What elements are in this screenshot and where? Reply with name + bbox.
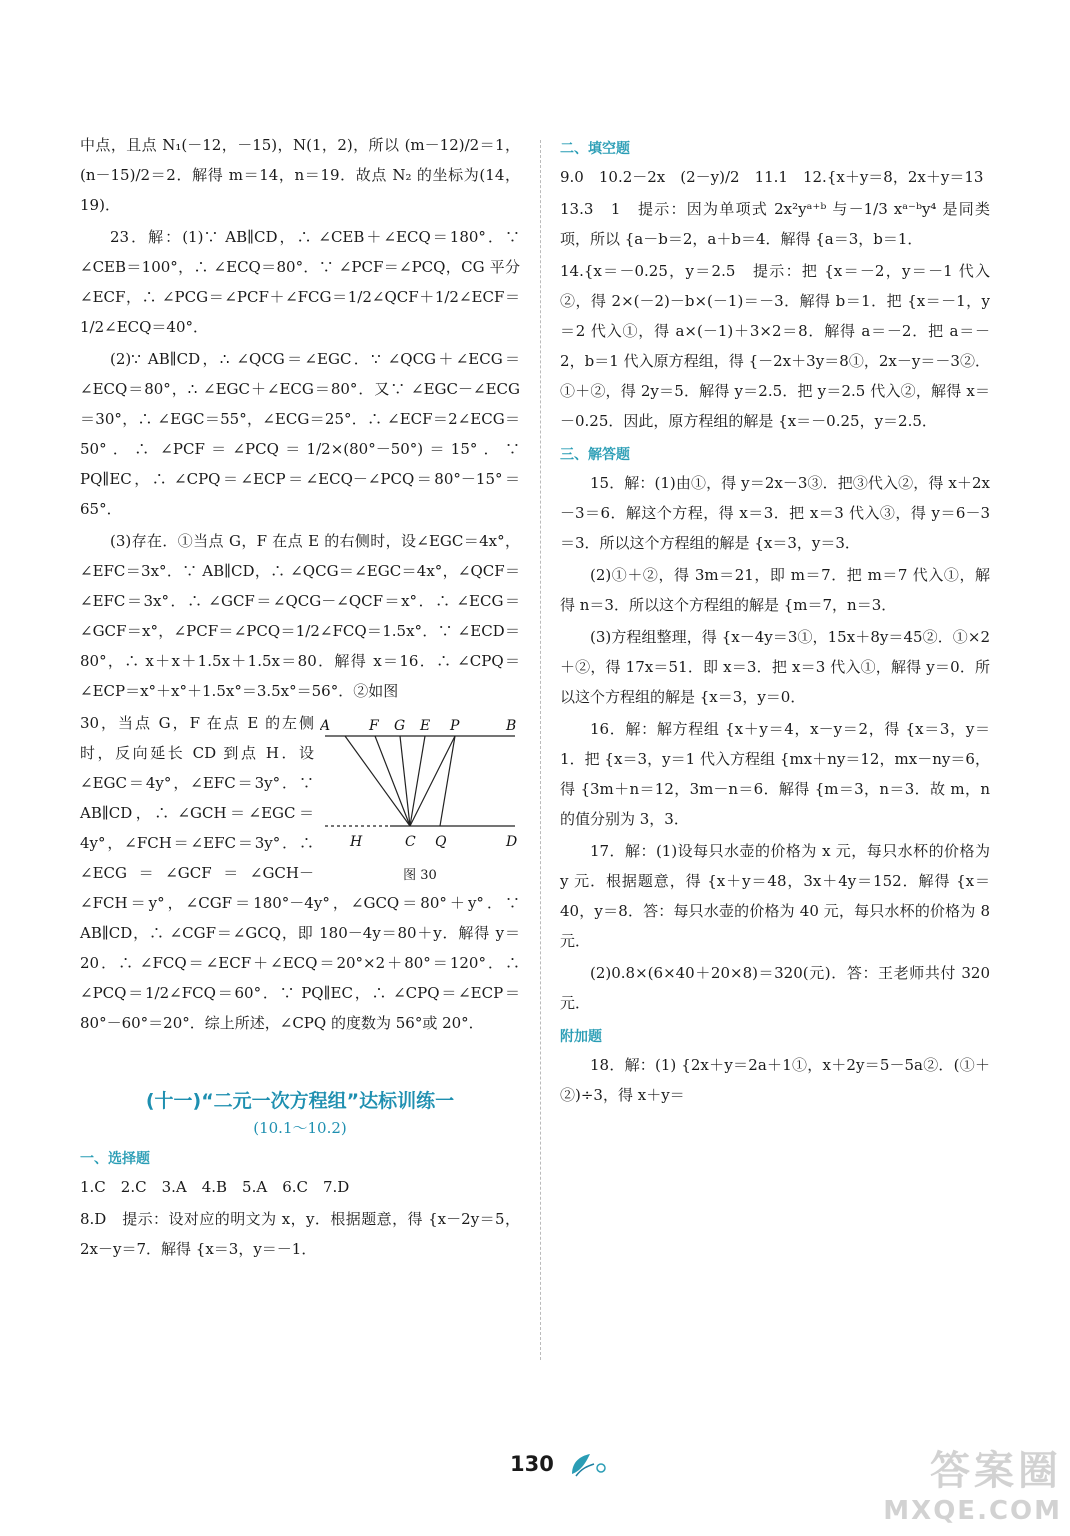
label-e: E — [420, 718, 431, 734]
answer-q15-part2: (2)①＋②，得 3m＝21，即 m＝7．把 m＝7 代入①，解得 n＝3．所以这个方程组的解是 {m＝7，n＝3． — [560, 566, 990, 614]
leaf-decoration-icon — [568, 1450, 608, 1484]
section-subtitle: (10.1～10.2) — [253, 1119, 347, 1137]
choice-heading: 一、选择题 — [80, 1151, 150, 1167]
answer-q13: 13.3 1 提示：因为单项式 2x²yᵃ⁺ᵇ 与－1/3 xᵃ⁻ᵇy⁴ 是同类项，所以 {a－b＝2，a＋b＝4．解得 {a＝3，b＝1． — [560, 200, 990, 248]
segment-cp — [410, 736, 455, 826]
label-f: F — [369, 718, 379, 734]
answer-q15-part1: 15．解：(1)由①，得 y＝2x－3③．把③代入②，得 x＋2x－3＝6．解这个方程，得 x＝3．把 x＝3 代入③，得 y＝6－3＝3．所以这个方程组的解是 {x＝3，y＝3． — [560, 474, 990, 552]
answer-q17-part2: (2)0.8×(6×40＋20×8)＝320(元)．答：王老师共付 320 元． — [560, 964, 990, 1012]
segment-ce — [410, 736, 425, 826]
fill-heading: 二、填空题 — [560, 141, 630, 157]
watermark-line2: MXQE.COM — [883, 1496, 1062, 1526]
paragraph-n2-coordinates: 中点，且点 N₁(－12，－15)，N(1，2)，所以 (m－12)/2＝1，(n－15)/2＝2．解得 m＝14，n＝19．故点 N₂ 的坐标为(14，19)． — [80, 136, 520, 214]
paragraph-q23-part1: 23．解：(1)∵ AB∥CD，∴ ∠CEB＋∠ECQ＝180°．∵ ∠CEB＝100°，∴ ∠ECQ＝80°．∵ ∠PCF＝∠PCQ，CG 平分∠ECF，∴ ∠PCG＝∠PCF＋∠FCG＝1/2∠QCF＋1/2∠ECF＝1/2∠ECQ＝40°． — [80, 228, 520, 336]
right-column — [560, 130, 990, 1112]
fill-answers: 9.0 10.2－2x (2－y)/2 11.1 12.{x＋y＝8，2x＋y＝13 — [560, 168, 984, 186]
figure-30 — [320, 714, 520, 884]
column-divider — [540, 140, 541, 1360]
paragraph-q23-part3: (3)存在．①当点 G，F 在点 E 的右侧时，设∠EGC＝4x°，∠EFC＝3x°．∵ AB∥CD，∴ ∠QCG＝∠EGC＝4x°，∠QCF＝∠EFC＝3x°．∴ ∠GCF＝∠QCG－∠QCF＝x°．∴ ∠ECG＝∠GCF＝x°，∠PCF＝∠PCQ＝1/2∠FCQ＝1.5x°．∵ ∠ECD＝80°，∴ x＋x＋1.5x＋1.5x＝80．解得 x＝16．∴ ∠CPQ＝∠ECP＝x°＋x°＋1.5x°＝3.5x°＝56°．②如图 — [80, 532, 520, 700]
segment-pq — [440, 736, 455, 826]
label-b: B — [506, 718, 517, 734]
answer-q8: 8.D 提示：设对应的明文为 x，y．根据题意，得 {x－2y＝5，2x－y＝7．解得 {x＝3，y＝－1． — [80, 1210, 520, 1258]
section-title: (十一)“二元一次方程组”达标训练一 — [145, 1090, 455, 1112]
answer-q14: 14.{x＝－0.25，y＝2.5 提示：把 {x＝－2，y＝－1 代入②，得 2×(－2)－b×(－1)＝－3．解得 b＝1．把 {x＝－1，y＝2 代入①，得 a×(－1)＋3×2＝8．解得 a＝－2．把 a＝－2，b＝1 代入原方程组，得 {－2x＋3y＝8①，2x－y＝－3②．①＋②，得 2y＝5．解得 y＝2.5．把 y＝2.5 代入②，解得 x＝－0.25．因此，原方程组的解是 {x＝－0.25，y＝2.5． — [560, 262, 990, 430]
answer-q18: 18．解：(1) {2x＋y＝2a＋1①，x＋2y＝5－5a②．(①＋②)÷3，得 x＋y＝ — [560, 1056, 990, 1104]
page-number: 130 — [510, 1452, 554, 1476]
figure-caption: 图 30 — [403, 868, 437, 883]
watermark — [883, 1439, 1062, 1526]
paragraph-q23-part2: (2)∵ AB∥CD，∴ ∠QCG＝∠EGC．∵ ∠QCG＋∠ECG＝∠ECQ＝80°，∴ ∠EGC＋∠ECG＝80°．又∵ ∠EGC－∠ECG＝30°，∴ ∠EGC＝55°，∠ECG＝25°．∴ ∠ECF＝2∠ECG＝50°．∴ ∠PCF＝∠PCQ＝1/2×(80°－50°)＝15°．∵ PQ∥EC，∴ ∠CPQ＝∠ECP＝∠ECQ－∠PCQ＝80°－15°＝65°． — [80, 350, 520, 518]
label-a: A — [320, 718, 331, 734]
left-column — [80, 130, 520, 1266]
label-g: G — [394, 718, 406, 734]
answer-q17-part1: 17．解：(1)设每只水壶的价格为 x 元，每只水杯的价格为 y 元．根据题意，得 {x＋y＝48，3x＋4y＝152．解得 {x＝40，y＝8．答：每只水壶的价格为 40 元，每只水杯的价格为 8 元． — [560, 842, 990, 950]
solve-heading: 三、解答题 — [560, 447, 630, 463]
label-d: D — [506, 834, 518, 850]
figure-30-diagram — [320, 714, 520, 864]
answer-q15-part3: (3)方程组整理，得 {x－4y＝3①，15x＋8y＝45②．①×2＋②，得 17x＝51．即 x＝3．把 x＝3 代入①，解得 y＝0．所以这个方程组的解是 {x＝3，y＝0． — [560, 628, 990, 706]
label-c: C — [405, 834, 416, 850]
label-h: H — [350, 834, 363, 850]
extra-heading: 附加题 — [560, 1029, 602, 1045]
label-p: P — [450, 718, 460, 734]
label-q: Q — [435, 834, 447, 850]
watermark-line1: 答案圈 — [930, 1448, 1062, 1494]
choice-answers: 1.C 2.C 3.A 4.B 5.A 6.C 7.D — [80, 1178, 350, 1196]
paragraph-q23-part4: 30，当点 G，F 在点 E 的左侧时，反向延长 CD 到点 H．设∠EGC＝4y°，∠EFC＝3y°．∵ AB∥CD，∴ ∠GCH＝∠EGC＝4y°，∠FCH＝∠EFC＝3y°．∴ ∠ECG＝∠GCF＝∠GCH－∠FCH＝y°，∠CGF＝180°－4y°，∠GCQ＝80°＋y°．∵ AB∥CD，∴ ∠CGF＝∠GCQ，即 180－4y＝80＋y．解得 y＝20．∴ ∠FCQ＝∠ECF＋∠ECQ＝20°×2＋80°＝120°．∴ ∠PCQ＝1/2∠FCQ＝60°．∵ PQ∥EC，∴ ∠CPQ＝∠ECP＝80°－60°＝20°．综上所述，∠CPQ 的度数为 56°或 20°． — [80, 714, 520, 1032]
segment-ca — [345, 736, 410, 826]
answer-q16: 16．解：解方程组 {x＋y＝4，x－y＝2，得 {x＝3，y＝1．把 {x＝3，y＝1 代入方程组 {mx＋ny＝12，mx－ny＝6，得 {3m＋n＝12，3m－n＝6．解得 {m＝3，n＝3．故 m，n 的值分别为 3，3． — [560, 720, 990, 828]
